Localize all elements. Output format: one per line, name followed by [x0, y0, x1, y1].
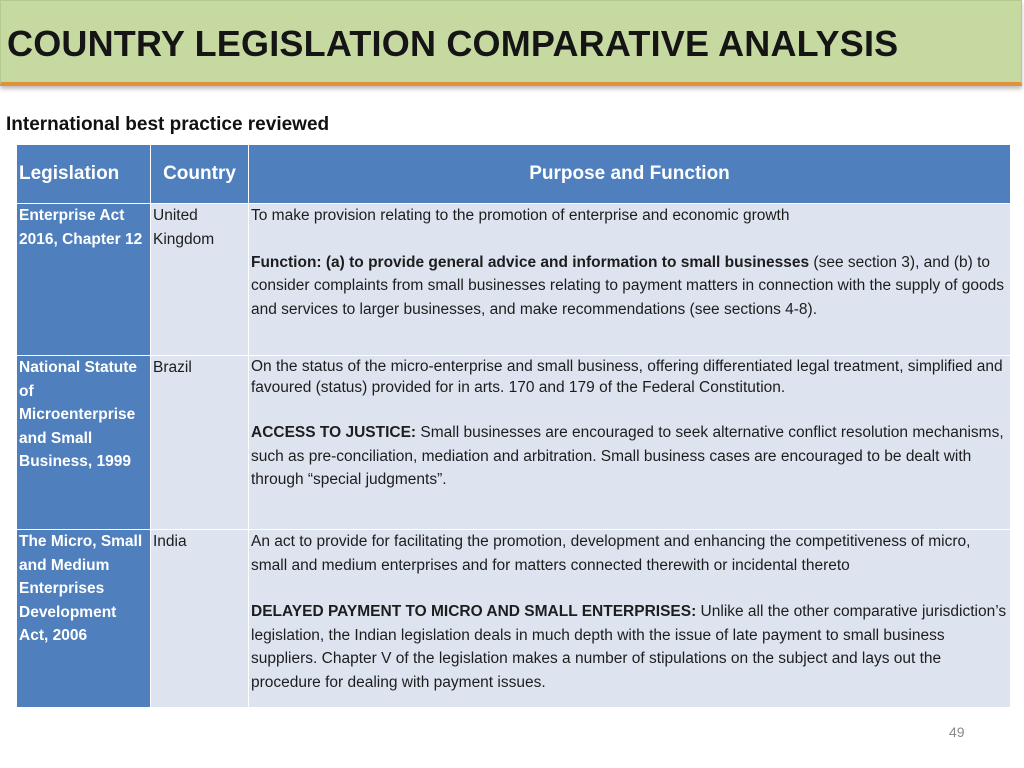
header-purpose: Purpose and Function — [249, 145, 1011, 204]
page-title: COUNTRY LEGISLATION COMPARATIVE ANALYSIS — [7, 23, 899, 64]
purpose-text: To make provision relating to the promotion of enterprise and economic growth — [251, 207, 790, 224]
table-header-row — [17, 145, 1011, 204]
table-row — [17, 530, 1011, 708]
country-cell: Brazil — [151, 356, 249, 530]
title-bar — [0, 0, 1022, 86]
function-paragraph — [251, 251, 1008, 322]
legislation-cell: National Statute of Microenterprise and Small Business, 1999 — [17, 356, 151, 530]
purpose-cell — [249, 204, 1011, 356]
function-paragraph — [251, 600, 1008, 694]
legislation-cell: The Micro, Small and Medium Enterprises Development Act, 2006 — [17, 530, 151, 708]
purpose-cell — [249, 356, 1011, 530]
country-cell: United Kingdom — [151, 204, 249, 356]
function-text: Small businesses are encouraged to seek alternative conflict resolution mechanisms, such as pre-conciliation, mediation and arbitration. Small business cases are encouraged to be dealt with through “special judgments”. — [251, 424, 1004, 488]
header-legislation: Legislation — [17, 145, 151, 204]
legislation-table — [16, 144, 1011, 708]
purpose-text: An act to provide for facilitating the promotion, development and enhancing the competitiveness of micro, small and medium enterprises and for matters connected therewith or incidental thereto — [251, 533, 971, 574]
subtitle: International best practice reviewed — [6, 114, 330, 135]
purpose-text: On the status of the micro-enterprise and small business, offering differentiated legal treatment, simplified and favoured (status) provided for in arts. 170 and 179 of the Federal Constitution. — [251, 358, 1003, 396]
purpose-cell — [249, 530, 1011, 708]
function-heading: ACCESS TO JUSTICE: — [251, 424, 417, 441]
function-heading: DELAYED PAYMENT TO MICRO AND SMALL ENTERPRISES: — [251, 603, 697, 620]
header-country: Country — [151, 145, 249, 204]
function-paragraph — [251, 421, 1008, 492]
table-row — [17, 204, 1011, 356]
table-row — [17, 356, 1011, 530]
function-text: Unlike all the other comparative jurisdiction’s legislation, the Indian legislation deals in much depth with the issue of late payment to small business suppliers. Chapter V of the legislation makes a number of stipulations on the subject and lays out the procedure for dealing with payment issues. — [251, 603, 1007, 691]
page-number: 49 — [949, 724, 965, 740]
country-cell: India — [151, 530, 249, 708]
function-heading: Function: (a) to provide general advice and information to small businesses — [251, 253, 810, 271]
legislation-cell: Enterprise Act 2016, Chapter 12 — [17, 204, 151, 356]
function-text: (see section 3), and (b) to consider complaints from small businesses relating to payment matters in connection with the supply of goods and services to larger businesses, and make recommendations (see sections 4-8). — [251, 253, 1004, 318]
